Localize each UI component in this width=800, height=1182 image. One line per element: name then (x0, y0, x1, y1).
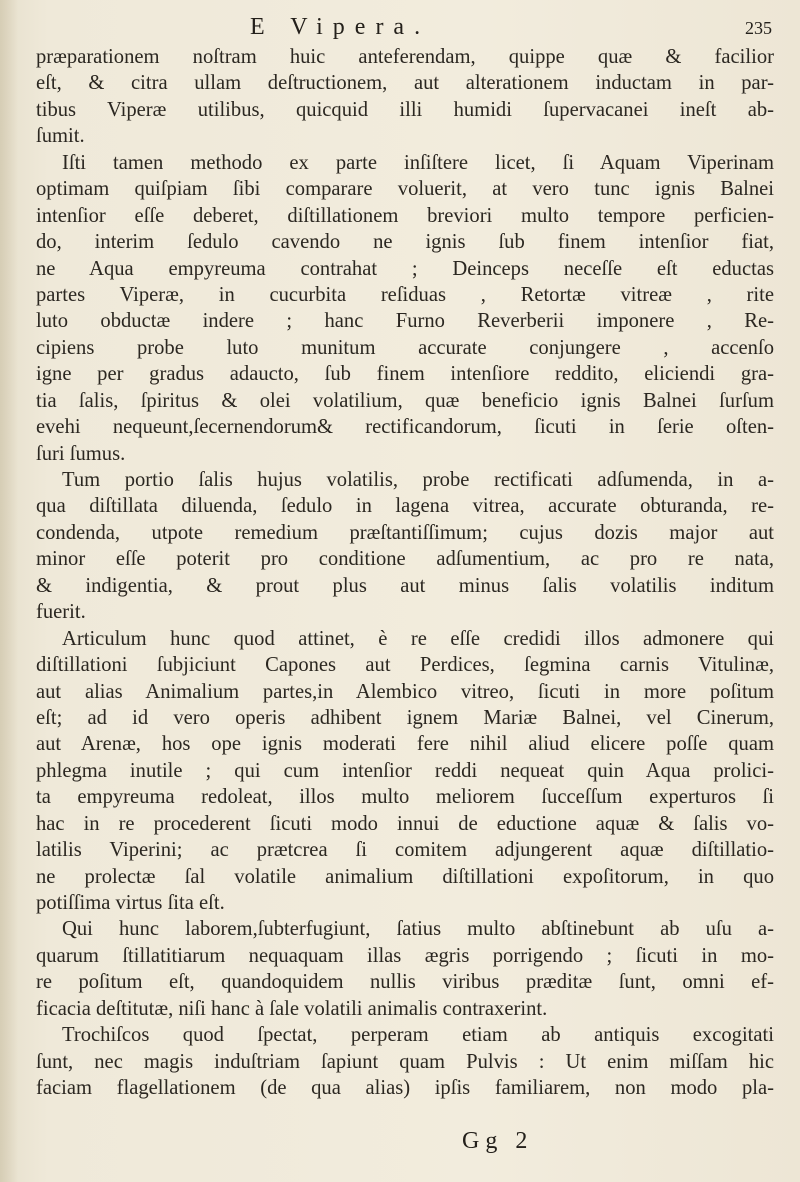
text-line: & indigentia, & prout plus aut minus ſalis volatilis inditum (36, 574, 774, 597)
signature-mark: Gg 2 (462, 1128, 534, 1154)
text-line: minor eſſe poterit pro conditione adſumentium, ac pro re nata, (36, 548, 774, 571)
text-line: evehi nequeunt,ſecernendorum& rectificandorum, ſicuti in ſerie oſten- (36, 416, 774, 439)
text-line: Qui hunc laborem,ſubterfugiunt, ſatius multo abſtinebunt ab uſu a- (62, 918, 774, 941)
text-line: diſtillationi ſubjiciunt Capones aut Perdices, ſegmina carnis Vitulinæ, (36, 654, 774, 677)
text-line: luto obductæ indere ; hanc Furno Reverberii imponere , Re- (36, 310, 774, 333)
text-line: ſunt, nec magis induſtriam ſapiunt quam Pulvis : Ut enim miſſam hic (36, 1050, 774, 1073)
text-line: partes Viperæ, in cucurbita reſiduas , Retortæ vitreæ , rite (36, 283, 774, 306)
page-header (250, 14, 780, 44)
text-line: ſuri ſumus. (36, 442, 126, 465)
text-line: ficacia deſtitutæ, niſi hanc à ſale volatili animalis contraxerint. (36, 997, 548, 1020)
text-line: Articulum hunc quod attinet, è re eſſe credidi illos admonere qui (62, 627, 774, 650)
text-line: intenſior eſſe deberet, diſtillationem breviori multo tempore perficien- (36, 204, 774, 227)
text-line: ta empyreuma redoleat, illos multo meliorem ſucceſſum experturos ſi (36, 786, 774, 809)
text-line: latilis Viperini; ac prætcrea ſi comitem adjungerent aquæ diſtillatio- (36, 839, 774, 862)
text-line: cipiens probe luto munitum accurate conjungere , accenſo (36, 336, 774, 359)
text-line: Tum portio ſalis hujus volatilis, probe rectificati adſumenda, in a- (62, 469, 774, 491)
text-line: aut Arenæ, hos ope ignis moderati fere nihil aliud elicere poſſe quam (36, 733, 774, 756)
text-line: do, interim ſedulo cavendo ne ignis ſub finem intenſior fiat, (36, 231, 774, 254)
text-line: ne prolectæ ſal volatile animalium diſtillationi expoſitorum, in quo (36, 865, 774, 888)
text-line: eſt; ad id vero operis adhibent ignem Mariæ Balnei, vel Cinerum, (36, 706, 774, 729)
text-line: tia ſalis, ſpiritus & olei volatilium, quæ beneficio ignis Balnei ſurſum (36, 389, 774, 412)
body-text (36, 44, 774, 1102)
text-line: Trochiſcos quod ſpectat, perperam etiam ab antiquis excogitati (62, 1024, 774, 1047)
text-line: faciam flagellationem (de qua alias) ipſis familiarem, non modo pla- (36, 1077, 774, 1100)
running-title: E Vipera. (250, 14, 431, 40)
text-line: eſt, & citra ullam deſtructionem, aut alterationem inductam in par- (36, 72, 774, 95)
text-line: potiſſima virtus ſita eſt. (36, 892, 225, 914)
text-line: Iſti tamen methodo ex parte inſiſtere licet, ſi Aquam Viperinam (62, 151, 774, 174)
text-line: tibus Viperæ utilibus, quicquid illi humidi ſupervacanei ineſt ab- (36, 98, 774, 121)
text-line: ne Aqua empyreuma contrahat ; Deinceps neceſſe eſt eductas (36, 257, 774, 280)
text-line: optimam quiſpiam ſibi comparare voluerit, at vero tunc ignis Balnei (36, 178, 774, 201)
text-line: condenda, utpote remedium præſtantiſſimum; cujus dozis major aut (36, 521, 774, 544)
page-number: 235 (745, 18, 772, 38)
text-line: præparationem noſtram huic anteferendam, quippe quæ & facilior (36, 46, 774, 68)
text-line: re poſitum eſt, quandoquidem nullis viribus præditæ ſunt, omni ef- (36, 971, 774, 994)
binding-shadow (0, 0, 18, 1182)
text-line: ſumit. (36, 125, 85, 148)
text-line: hac in re procederent ſicuti modo innui de eductione aquæ & ſalis vo- (36, 812, 774, 835)
text-line: igne per gradus adaucto, ſub finem intenſiore reddito, eliciendi gra- (36, 363, 774, 386)
text-line: qua diſtillata diluenda, ſedulo in lagena vitrea, accurate obturanda, re- (36, 495, 774, 518)
text-line: aut alias Animalium partes,in Alembico vitreo, ſicuti in more poſitum (36, 680, 774, 703)
text-line: fuerit. (36, 601, 86, 624)
text-line: phlegma inutile ; qui cum intenſior reddi nequeat quin Aqua prolici- (36, 759, 774, 782)
text-line: quarum ſtillatitiarum nequaquam illas ægris porrigendo ; ſicuti in mo- (36, 944, 774, 967)
